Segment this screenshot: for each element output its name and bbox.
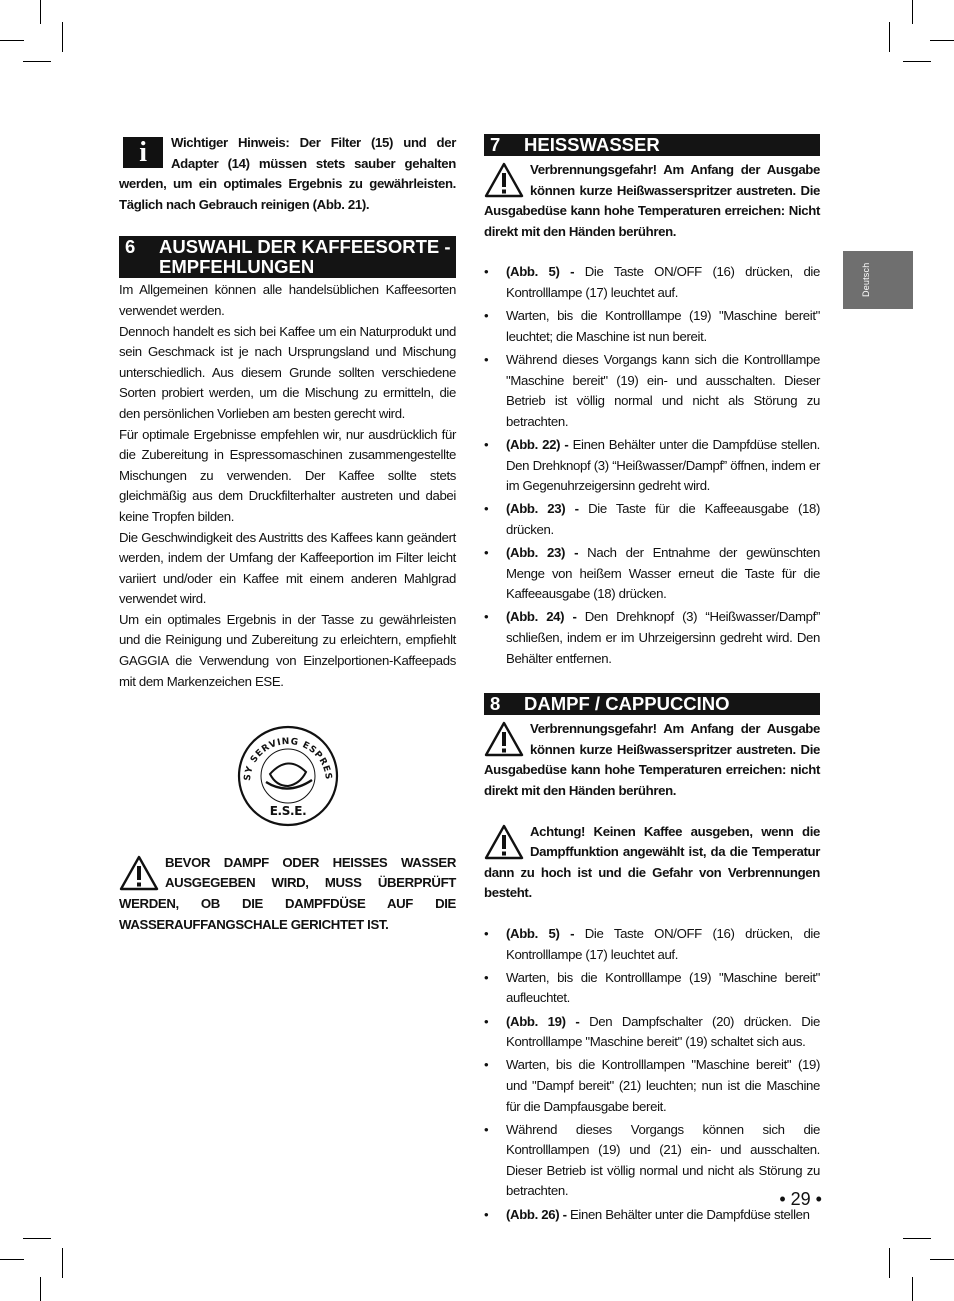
burn-warning (484, 160, 820, 242)
crop-mark (912, 0, 913, 24)
step-text: Warten, bis die Kontrolllampe (19) "Maschine bereit" aufleuchtet. (506, 969, 820, 1006)
list-item (484, 499, 820, 540)
section-number: 6 (125, 236, 136, 258)
crop-mark (40, 1277, 41, 1301)
section-6-body (119, 280, 456, 692)
logo-arc-text: SY SERVING ESPRES (242, 737, 333, 782)
crop-mark (0, 1259, 24, 1260)
steam-warning (119, 853, 456, 935)
crop-mark (930, 1259, 954, 1260)
list-item (484, 924, 820, 965)
step-text: Warten, bis die Kontrolllampe (19) "Maschine bereit" leuchtet; die Maschine ist nun bereit. (506, 308, 820, 344)
crop-mark (0, 40, 24, 41)
crop-mark (62, 1248, 63, 1278)
step-text: Den Dampfschalter (20) drücken. Die Kontrolllampe "Maschine bereit" (19) schaltet sich aus. (506, 1013, 820, 1050)
crop-mark (912, 1277, 913, 1301)
warning-text: Verbrennungsgefahr! Am Anfang der Ausgabe können kurze Heißwasserspritzer austreten. Die Ausgabedüse kann hohe Temperaturen erreichen: nicht direkt mit den Händen berühren. (484, 721, 820, 798)
ese-logo-mark (236, 724, 340, 828)
figure-ref: (Abb. 24) - (506, 609, 577, 625)
section-number: 8 (490, 693, 501, 715)
crop-mark (889, 1248, 890, 1278)
step-text: Einen Behälter unter die Dampfdüse stellen. Den Drehknopf (3) “Heißwasser/Dampf” öffnen, indem er im Gegenuhrzeigersinn gedreht wird. (506, 436, 820, 494)
language-tab-label: Deutsch (861, 262, 871, 297)
list-item (484, 543, 820, 605)
paragraph: Im Allgemeinen können alle handelsüblichen Kaffeesorten verwendet werden. (119, 282, 456, 318)
right-column (484, 134, 820, 1228)
warning-icon (119, 855, 159, 891)
figure-ref: (Abb. 5) - (506, 925, 575, 941)
step-text: Den Drehknopf (3) “Heißwasser/Dampf” schließen, indem er im Uhrzeigersinn gedreht wird. Den Behälter entfernen. (506, 609, 821, 666)
steps-list (484, 262, 820, 669)
section-number: 7 (490, 134, 501, 155)
figure-ref: (Abb. 19) - (506, 1013, 580, 1029)
step-text: Einen Behälter unter die Dampfdüse stellen (566, 1206, 810, 1222)
crop-mark (23, 61, 51, 62)
section-8-heading (484, 693, 820, 715)
step-text: Nach der Entnahme der gewünschten Menge von heißem Wasser erneut die Taste für die Kaffeeausgabe (18) drücken. (506, 545, 820, 602)
coffee-warning (484, 822, 820, 904)
svg-text:EASY SERVING ESPRESSO (236, 724, 333, 781)
figure-ref: (Abb. 23) - (506, 501, 579, 517)
crop-mark (889, 22, 890, 52)
step-text: Die Taste für die Kaffeeausgabe (18) drücken. (506, 501, 821, 537)
warning-text: Achtung! Keinen Kaffee ausgeben, wenn die Dampffunktion angewählt ist, da die Temperatur dann zu hoch ist und die Gefahr von Verbrennungen besteht. (484, 823, 820, 901)
section-title: AUSWAHL DER KAFFEESORTE - EMPFEHLUNGEN (159, 236, 451, 278)
figure-ref: (Abb. 26) - (506, 1206, 567, 1222)
steps-list (484, 924, 820, 1225)
paragraph: Für optimale Ergebnisse empfehlen wir, nur ausdrücklich für die Zubereitung in Espressomaschinen zusammengestellte Mischungen zu verwenden. Der Kaffee sollte stets gleichmäßig aus dem Druckfilterhalter austreten und dabei keine Tropfen bilden. (119, 426, 456, 524)
crop-mark (903, 61, 931, 62)
list-item (484, 262, 820, 303)
crop-mark (40, 0, 41, 24)
paragraph: Um ein optimales Ergebnis in der Tasse zu gewährleisten und die Reinigung und Zubereitung zu erleichtern, empfiehlt GAGGIA die Verwendung von Einzelportionen-Kaffeepads mit dem Markenzeichen ESE. (119, 611, 456, 689)
paragraph: Dennoch handelt es sich bei Kaffee um ein Naturprodukt und sein Geschmack ist je nach Ursprungsland und Mischung unterschiedlich. Aus diesem Grunde sollten verschiedene Sorten probiert werden, um die Mischung zu ermitteln, die den persönlichen Vorlieben am besten gerecht wird. (119, 323, 456, 421)
language-tab (843, 251, 913, 309)
notice-text: Wichtiger Hinweis: Der Filter (15) und der Adapter (14) müssen stets sauber gehalten werden, um ein optimales Ergebnis zu gewährleisten. Täglich nach Gebrauch reinigen (Abb. 21). (119, 135, 456, 212)
warning-icon (484, 824, 524, 860)
list-item (484, 350, 820, 432)
list-item (484, 968, 820, 1009)
info-icon: i (123, 137, 163, 168)
section-title: HEISSWASSER (524, 134, 660, 155)
section-7-heading (484, 134, 820, 156)
list-item (484, 435, 820, 497)
step-text: Warten, bis die Kontrolllampen "Maschine bereit" (19) und "Dampf bereit" (21) leuchten; nun ist die Maschine für die Dampfausgabe bereit. (506, 1057, 820, 1114)
crop-mark (62, 22, 63, 52)
crop-mark (930, 40, 954, 41)
figure-ref: (Abb. 22) - (506, 436, 569, 452)
ese-logo (119, 724, 456, 835)
list-item (484, 306, 820, 347)
warning-icon (484, 162, 524, 198)
step-text: Die Taste ON/OFF (16) drücken, die Kontrolllampe (17) leuchtet auf. (506, 264, 820, 300)
figure-ref: (Abb. 23) - (506, 545, 579, 561)
important-notice (119, 133, 456, 215)
step-text: Während dieses Vorgangs können sich die Kontrolllampen (19) und (21) ein- und ausschalten. Dieser Betrieb ist völlig normal und nicht als Störung zu betrachten. (506, 1121, 820, 1199)
warning-text: BEVOR DAMPF ODER HEISSES WASSER AUSGEGEBEN WIRD, MUSS ÜBERPRÜFT WERDEN, OB DIE DAMPFDÜSE AUF DIE WASSERAUFFANGSCHALE GERICHTET IST. (119, 854, 456, 932)
section-6-heading (119, 236, 456, 278)
logo-bottom-text: E.S.E. (269, 804, 306, 819)
page-number: • 29 • (779, 1189, 822, 1209)
warning-icon (484, 721, 524, 757)
section-title: DAMPF / CAPPUCCINO (524, 693, 730, 715)
list-item (484, 607, 820, 669)
figure-ref: (Abb. 5) - (506, 264, 575, 280)
crop-mark (903, 1238, 931, 1239)
burn-warning (484, 719, 820, 801)
crop-mark (23, 1238, 51, 1239)
step-text: Während dieses Vorgangs kann sich die Kontrolllampe "Maschine bereit" (19) ein- und ausschalten. Dieser Betrieb ist völlig normal und nicht als Störung zu betrachten. (506, 351, 820, 429)
left-column (119, 133, 456, 935)
paragraph: Die Geschwindigkeit des Austritts des Kaffees kann geändert werden, indem der Umfang der Kaffeeportion im Filter leicht variiert und/oder ein Kaffee mit einem anderen Mahlgrad verwendet wird. (119, 529, 456, 607)
list-item (484, 1012, 820, 1053)
warning-text: Verbrennungsgefahr! Am Anfang der Ausgabe können kurze Heißwasserspritzer austreten. Die Ausgabedüse kann hohe Temperaturen erreichen: Nicht direkt mit den Händen berühren. (484, 162, 820, 239)
step-text: Die Taste ON/OFF (16) drücken, die Kontrolllampe (17) leuchtet auf. (506, 925, 820, 962)
list-item (484, 1055, 820, 1117)
